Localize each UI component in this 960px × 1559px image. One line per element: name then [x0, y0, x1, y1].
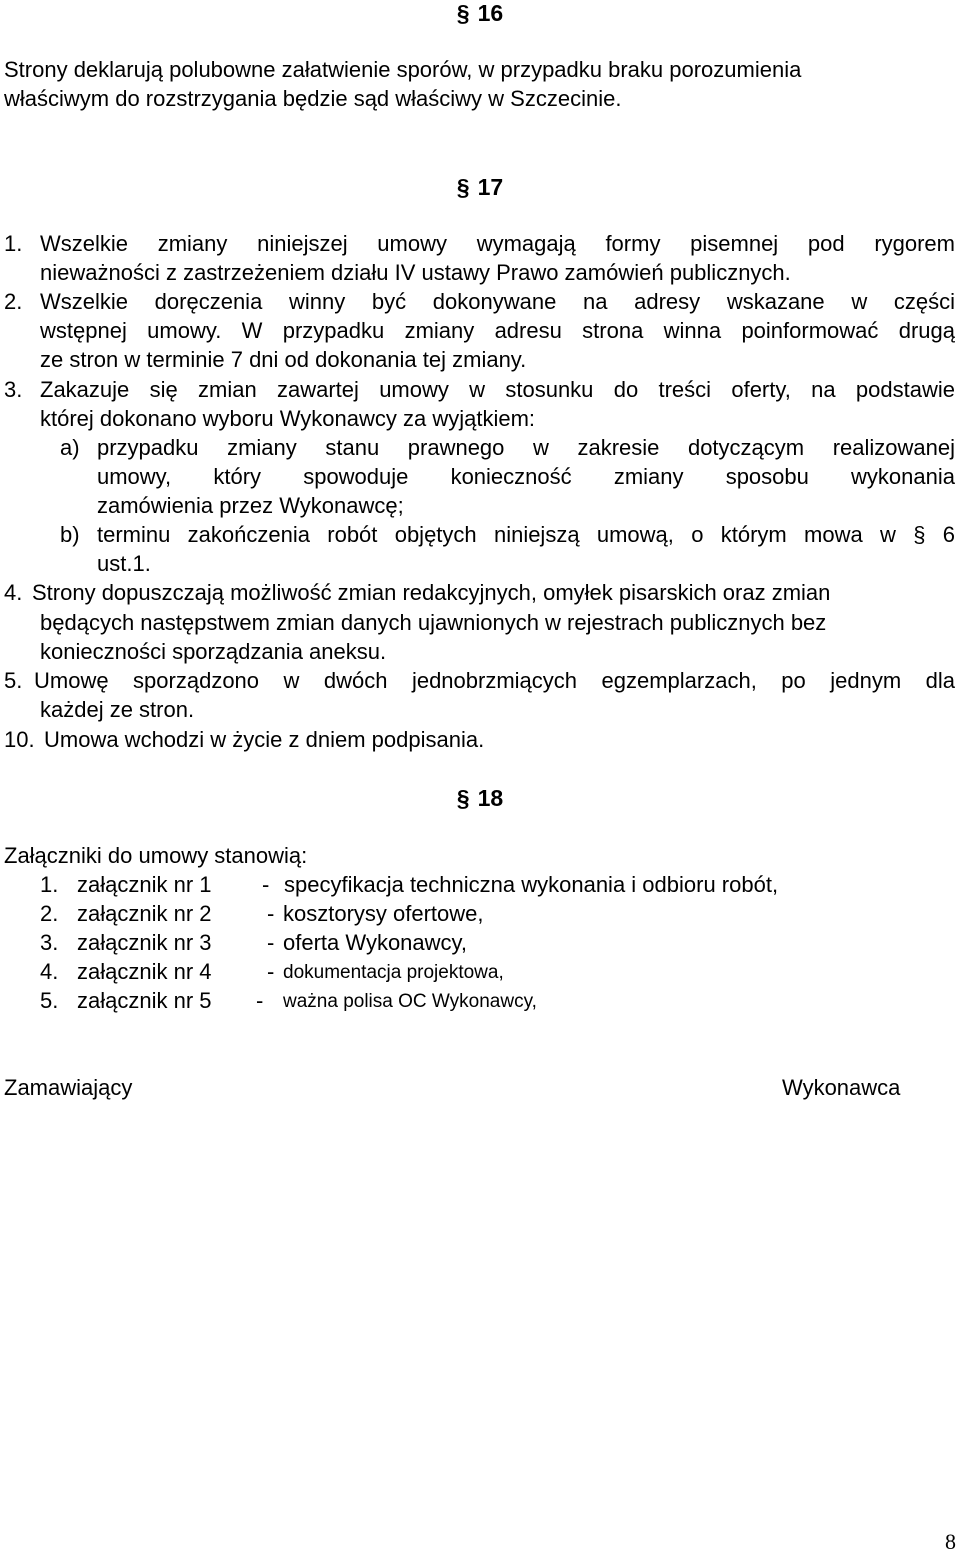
attachment-5-separator: - — [256, 988, 264, 1013]
section-symbol: § — [456, 174, 470, 200]
attachment-2-number: 2. — [40, 901, 59, 926]
section-number: 17 — [477, 174, 504, 200]
item-5-number: 5. — [4, 668, 23, 693]
item-2-number: 2. — [4, 289, 23, 314]
item-10-line-1: Umowa wchodzi w życie z dniem podpisania. — [44, 727, 485, 752]
attachment-2-text: kosztorysy ofertowe, — [283, 901, 484, 926]
paragraph-16-line-2: właściwym do rozstrzygania będzie sąd właściwy w Szczecinie. — [4, 86, 622, 111]
section-symbol: § — [456, 785, 470, 811]
attachment-5-number: 5. — [40, 988, 59, 1013]
item-4-line-1: Strony dopuszczają możliwość zmian redakcyjnych, omyłek pisarskich oraz zmian — [32, 580, 831, 605]
attachment-2-label: załącznik nr 2 — [77, 901, 212, 926]
signature-contractor: Wykonawca — [782, 1075, 901, 1100]
attachment-3-text: oferta Wykonawcy, — [283, 930, 468, 955]
attachment-3-label: załącznik nr 3 — [77, 930, 212, 955]
page-number: 8 — [945, 1529, 956, 1554]
item-5-line-2: każdej ze stron. — [40, 697, 195, 722]
item-1-line-1: Wszelkie zmiany niniejszej umowy wymagają formy pisemnej pod rygorem — [40, 231, 955, 256]
signature-ordering-party: Zamawiający — [4, 1075, 133, 1100]
item-3a-line-2: umowy, który spowoduje konieczność zmiany sposobu wykonania — [97, 464, 955, 489]
attachment-1-separator: - — [262, 872, 270, 897]
item-3a-line-3: zamówienia przez Wykonawcę; — [97, 493, 404, 518]
item-2-line-2: wstępnej umowy. W przypadku zmiany adresu strona winna poinformować drugą — [40, 318, 955, 343]
item-1-number: 1. — [4, 231, 23, 256]
item-1-line-2: nieważności z zastrzeżeniem działu IV ustawy Prawo zamówień publicznych. — [40, 260, 791, 285]
item-3-line-1: Zakazuje się zmian zawartej umowy w stosunku do treści oferty, na podstawie — [40, 377, 955, 402]
item-4-number: 4. — [4, 580, 23, 605]
section-heading-16 — [0, 0, 960, 26]
item-3a-line-1: przypadku zmiany stanu prawnego w zakresie dotyczącym realizowanej — [97, 435, 955, 460]
section-number: 16 — [477, 0, 504, 26]
item-2-line-1: Wszelkie doręczenia winny być dokonywane na adresy wskazane w części — [40, 289, 955, 314]
attachment-4-separator: - — [267, 959, 275, 984]
item-4-line-2: będących następstwem zmian danych ujawnionych w rejestrach publicznych bez — [40, 610, 827, 635]
item-5-line-1: Umowę sporządzono w dwóch jednobrzmiących egzemplarzach, po jednym dla — [34, 668, 955, 693]
attachment-1-text: specyfikacja techniczna wykonania i odbioru robót, — [284, 872, 779, 897]
attachment-4-label: załącznik nr 4 — [77, 959, 212, 984]
item-3b-label: b) — [60, 522, 80, 547]
attachment-4-number: 4. — [40, 959, 59, 984]
attachment-3-number: 3. — [40, 930, 59, 955]
section-heading-18 — [0, 785, 960, 811]
attachment-1-number: 1. — [40, 872, 59, 897]
item-10-number: 10. — [4, 727, 35, 752]
attachment-1-label: załącznik nr 1 — [77, 872, 212, 897]
attachments-intro: Załączniki do umowy stanowią: — [4, 843, 308, 868]
attachment-4-text: dokumentacja projektowa, — [283, 962, 504, 983]
item-3b-line-1: terminu zakończenia robót objętych niniejszą umową, o którym mowa w § 6 — [97, 522, 955, 547]
section-number: 18 — [477, 785, 504, 811]
item-3a-label: a) — [60, 435, 80, 460]
section-symbol: § — [456, 0, 470, 26]
attachment-2-separator: - — [267, 901, 275, 926]
paragraph-16-line-1: Strony deklarują polubowne załatwienie sporów, w przypadku braku porozumienia — [4, 57, 802, 82]
attachment-3-separator: - — [267, 930, 275, 955]
item-3-line-2: której dokonano wyboru Wykonawcy za wyjątkiem: — [40, 406, 536, 431]
item-3-number: 3. — [4, 377, 23, 402]
item-4-line-3: konieczności sporządzania aneksu. — [40, 639, 387, 664]
item-2-line-3: ze stron w terminie 7 dni od dokonania tej zmiany. — [40, 347, 527, 372]
attachment-5-text: ważna polisa OC Wykonawcy, — [283, 991, 537, 1012]
item-3b-line-2: ust.1. — [97, 551, 151, 576]
section-heading-17 — [0, 174, 960, 200]
attachment-5-label: załącznik nr 5 — [77, 988, 212, 1013]
